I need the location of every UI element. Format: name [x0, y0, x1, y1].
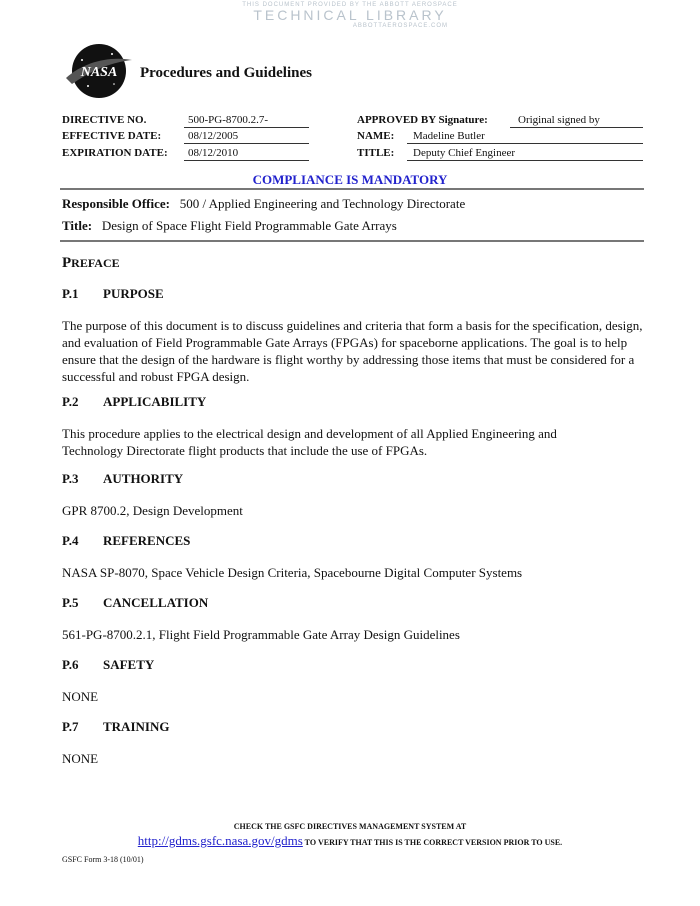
watermark-line3: ABBOTTAEROSPACE.COM — [352, 23, 448, 29]
section-heading — [62, 533, 190, 549]
watermark-line1: THIS DOCUMENT PROVIDED BY THE ABBOTT AEROSPACE — [242, 2, 458, 8]
watermark — [230, 2, 470, 29]
gdms-link[interactable]: http://gdms.gsfc.nasa.gov/gdms — [137, 833, 303, 848]
expiration-row — [62, 147, 652, 161]
section-number: P.1 — [62, 286, 79, 301]
effective-row — [62, 130, 652, 144]
document-title-label: Title: — [62, 218, 93, 233]
document-title — [62, 218, 397, 234]
directive-no-value: 500-PG-8700.2.7- — [184, 114, 309, 128]
responsible-office-label: Responsible Office: — [62, 196, 170, 211]
section-title: TRAINING — [103, 719, 170, 734]
divider — [60, 240, 644, 242]
nasa-logo — [64, 42, 134, 100]
footer-verify-text: TO VERIFY THAT THIS IS THE CORRECT VERSION PRIOR TO USE. — [302, 838, 563, 847]
responsible-office-value: 500 / Applied Engineering and Technology Directorate — [179, 196, 466, 211]
section-heading — [62, 286, 164, 302]
responsible-office — [62, 196, 465, 212]
section-text: This procedure applies to the electrical design and development of all Applied Engineering and Technology Directorate flight products that include the use of FPGAs. — [62, 426, 557, 458]
svg-text:NASA: NASA — [80, 65, 118, 80]
section-text: NONE — [62, 751, 99, 766]
section-title: AUTHORITY — [103, 471, 184, 486]
watermark-line2: TECHNICAL LIBRARY — [253, 7, 447, 23]
section-text: The purpose of this document is to discuss guidelines and criteria that form a basis for the specification, design, and evaluation of Field Programmable Gate Arrays (FPGAs) for spaceborne applications. The goal is to help ensure that the design of the hardware is flight worthy by addressing those items that must be considered for a successful and robust FPGA design. — [62, 318, 643, 384]
effective-value: 08/12/2005 — [184, 130, 309, 144]
section-number: P.2 — [62, 394, 79, 409]
footer-verify-line — [0, 833, 700, 849]
section-number: P.7 — [62, 719, 79, 734]
effective-label: EFFECTIVE DATE: — [62, 130, 162, 142]
name-label: NAME: — [357, 130, 395, 142]
preface-heading — [62, 254, 120, 272]
section-heading — [62, 657, 154, 673]
document-title-value: Design of Space Flight Field Programmable Gate Arrays — [101, 218, 397, 233]
section-text: NONE — [62, 689, 99, 704]
form-number: GSFC Form 3-18 (10/01) — [62, 855, 144, 864]
section-number: P.4 — [62, 533, 79, 548]
section-title: PURPOSE — [103, 286, 164, 301]
directive-row — [62, 114, 652, 128]
approved-label: APPROVED BY Signature: — [357, 114, 488, 126]
expiration-value: 08/12/2010 — [184, 147, 309, 161]
approved-value: Original signed by — [510, 114, 643, 128]
section-title: REFERENCES — [103, 533, 191, 548]
section-number: P.5 — [62, 595, 79, 610]
section-heading — [62, 471, 183, 487]
section-number: P.3 — [62, 471, 79, 486]
expiration-label: EXPIRATION DATE: — [62, 147, 168, 159]
section-title: CANCELLATION — [103, 595, 209, 610]
preface-rest: REFACE — [71, 256, 120, 270]
title-value: Deputy Chief Engineer — [407, 147, 643, 161]
divider — [60, 188, 644, 190]
preface-first-letter: P — [62, 255, 72, 271]
directive-no-label: DIRECTIVE NO. — [62, 114, 147, 126]
section-title: APPLICABILITY — [103, 394, 207, 409]
section-heading — [62, 595, 208, 611]
page-header-title: Procedures and Guidelines — [140, 65, 312, 81]
section-number: P.6 — [62, 657, 79, 672]
footer-check-notice: CHECK THE GSFC DIRECTIVES MANAGEMENT SYSTEM AT — [233, 822, 467, 831]
section-text: NASA SP-8070, Space Vehicle Design Criteria, Spacebourne Digital Computer Systems — [62, 565, 523, 580]
section-text: 561-PG-8700.2.1, Flight Field Programmable Gate Array Design Guidelines — [62, 627, 460, 642]
section-title: SAFETY — [103, 657, 155, 672]
compliance-notice: COMPLIANCE IS MANDATORY — [252, 172, 448, 187]
name-value: Madeline Butler — [407, 130, 643, 144]
title-label: TITLE: — [357, 147, 395, 159]
section-heading — [62, 719, 169, 735]
section-heading — [62, 394, 206, 410]
section-text: GPR 8700.2, Design Development — [62, 503, 243, 518]
